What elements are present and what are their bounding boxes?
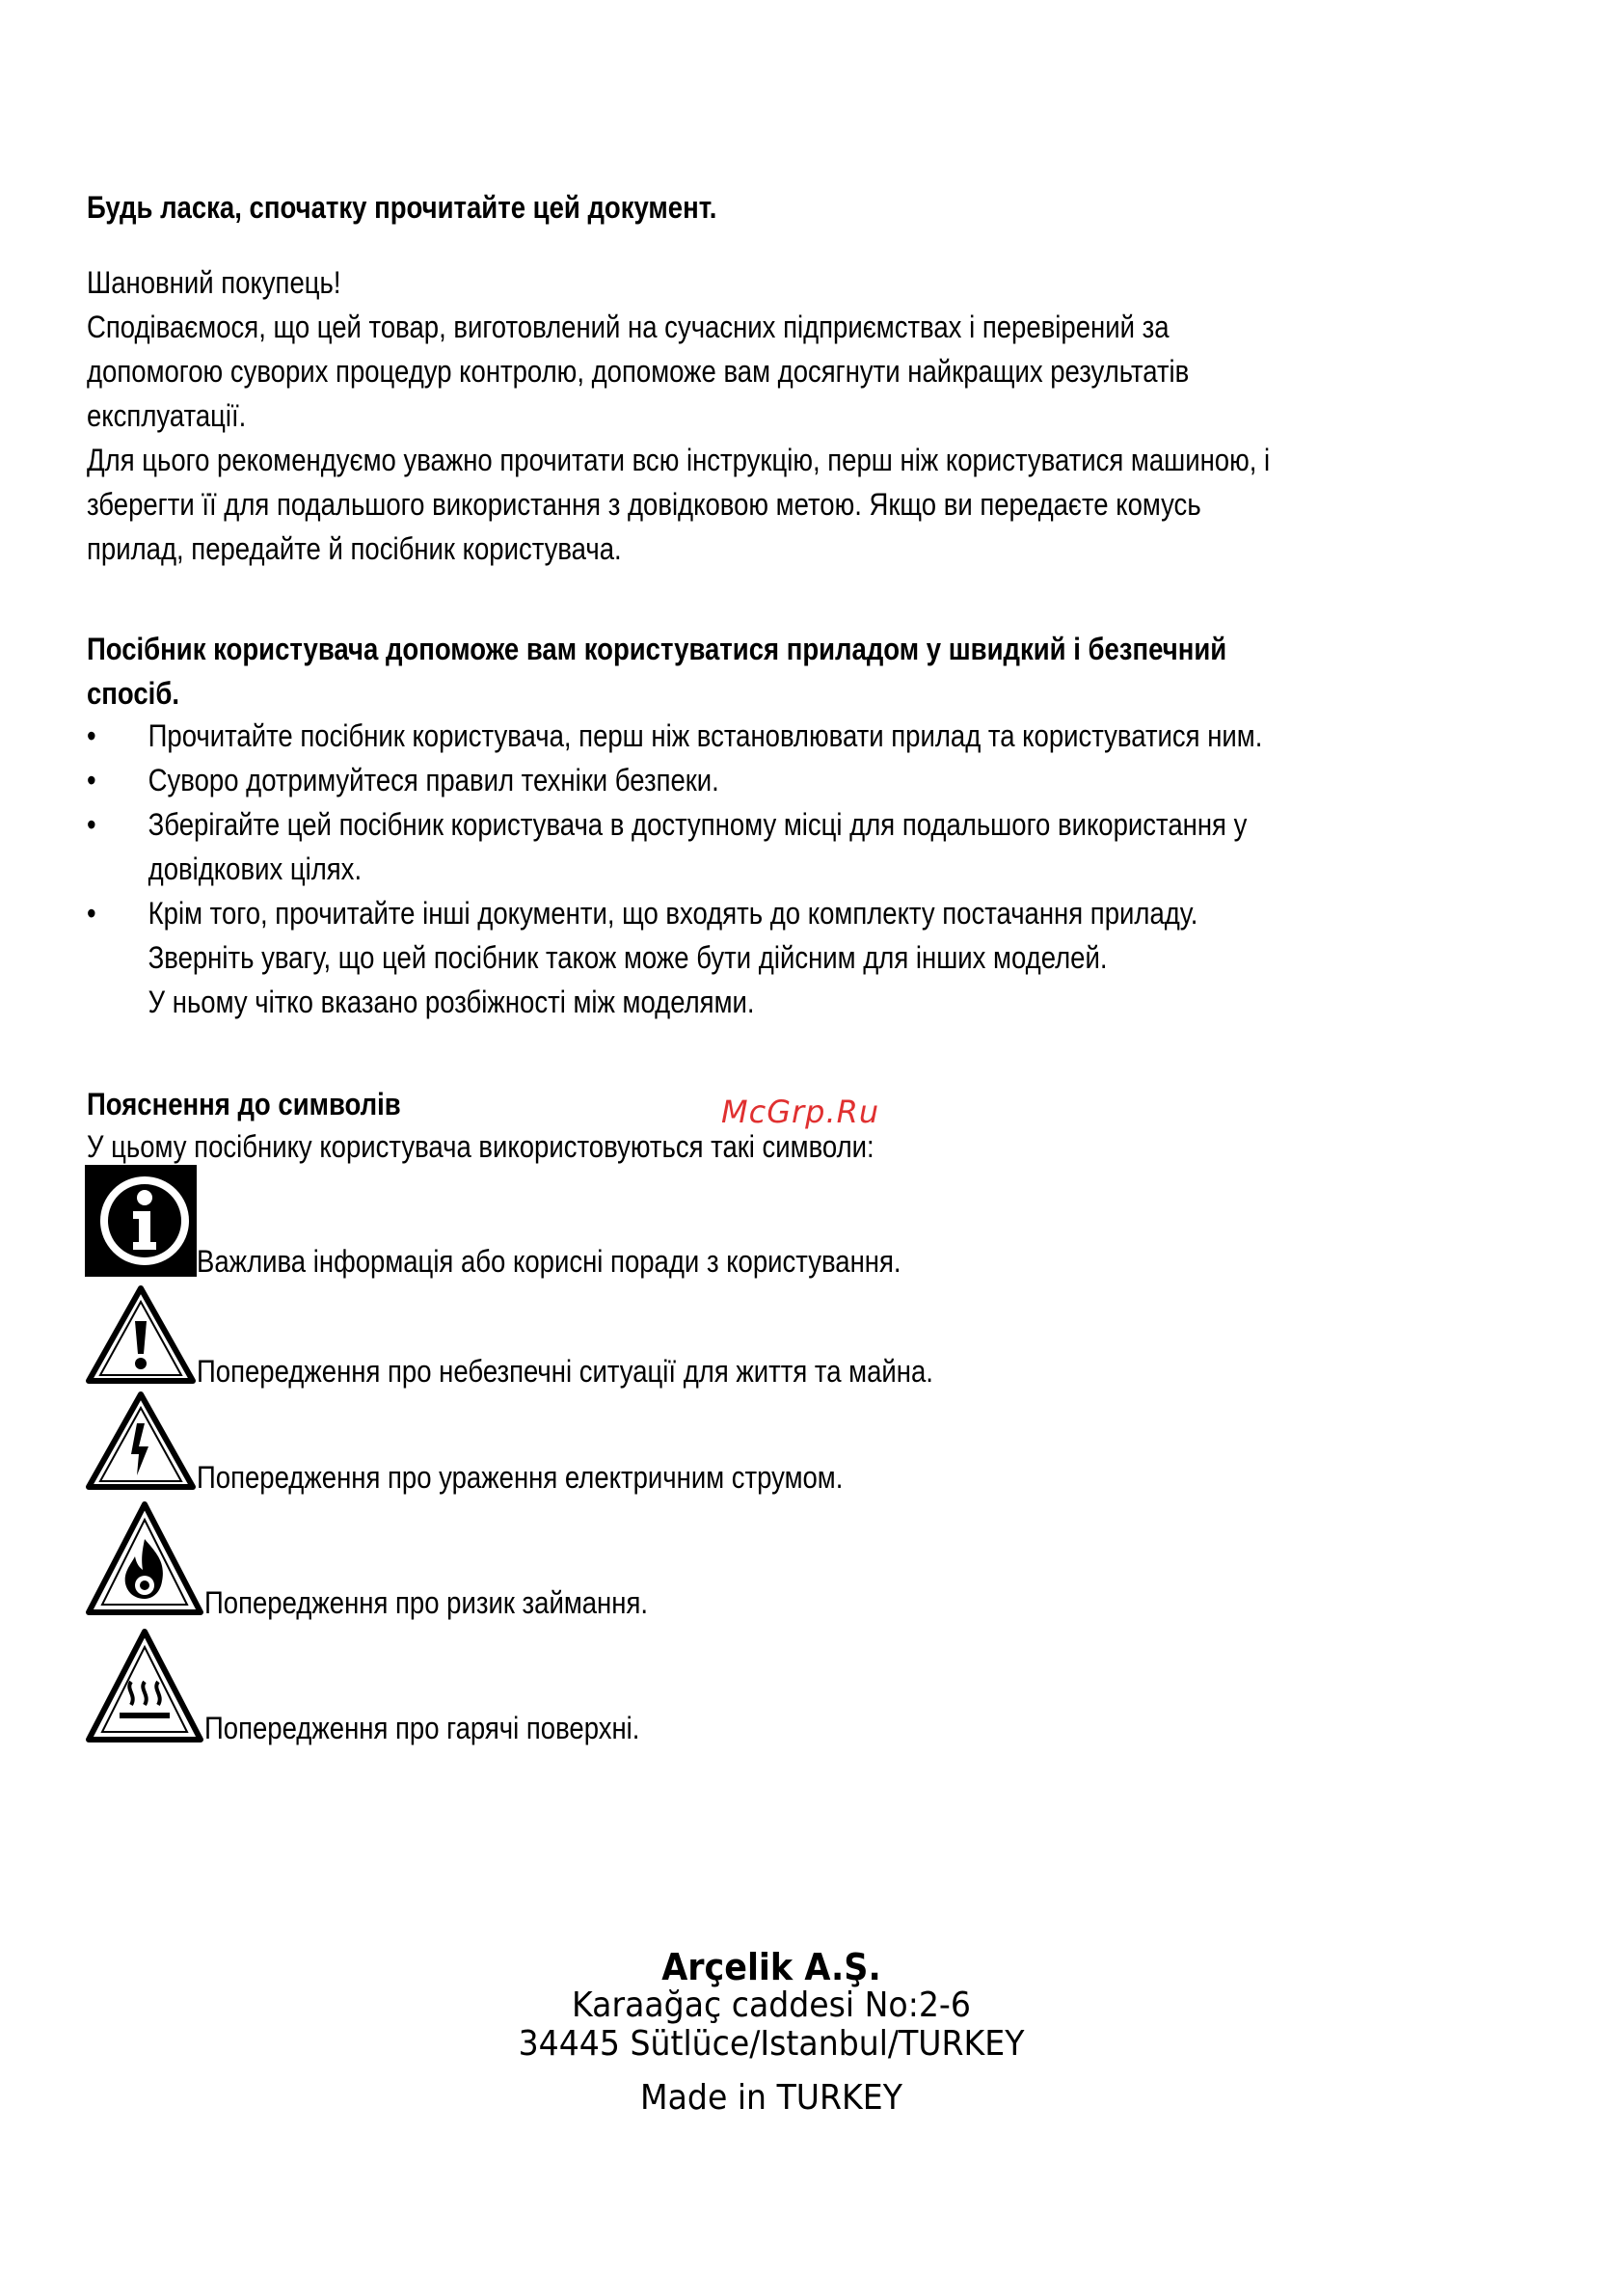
footer-address: [289, 1948, 1253, 2118]
bullet-text: Зберігайте цей посібник користувача в доступному місці для подальшого використання у: [148, 807, 1248, 842]
intro-line: зберегти її для подальшого використання з довідковою метою. Якщо ви передаєте комусь: [87, 487, 1201, 522]
intro-line: експлуатації.: [87, 398, 247, 433]
bullet-mark: •: [87, 896, 96, 931]
intro-line: прилад, передайте й посібник користувача.: [87, 531, 622, 566]
heading-manual-line: Посібник користувача допоможе вам користуватися приладом у швидкий і безпечний: [87, 632, 1227, 666]
intro-line: Сподіваємося, що цей товар, виготовлений на сучасних підприємствах і перевірений за: [87, 310, 1170, 344]
footer-company: Arçelik A.Ş.: [661, 1946, 881, 1988]
heading-read-first: [87, 185, 1331, 230]
bullet-mark: •: [87, 763, 96, 797]
heading-read-first-text: Будь ласка, спочатку прочитайте цей документ.: [87, 190, 717, 225]
info-icon: [85, 1165, 197, 1277]
symbol-label: Попередження про небезпечні ситуації для життя та майна.: [197, 1354, 933, 1389]
intro-section: [87, 260, 1331, 571]
bullet-text: Зверніть увагу, що цей посібник також може бути дійсним для інших моделей.: [148, 940, 1108, 975]
heading-symbols-text: Пояснення до символів: [87, 1087, 401, 1121]
intro-line: допомогою суворих процедур контролю, допоможе вам досягнути найкращих результатів: [87, 354, 1190, 389]
footer-city: 34445 Sütlüce/Istanbul/TURKEY: [518, 2024, 1025, 2064]
bullet-item: [87, 802, 1513, 891]
bullet-text: Суворо дотримуйтеся правил техніки безпеки.: [148, 763, 719, 797]
intro-line: Для цього рекомендуємо уважно прочитати всю інструкцію, перш ніж користуватися машиною, і: [87, 443, 1271, 477]
fire-risk-icon: [85, 1500, 204, 1616]
footer-made-in: Made in TURKEY: [640, 2078, 902, 2118]
bullet-item: [87, 758, 1513, 802]
bullet-text: довідкових цілях.: [148, 851, 363, 886]
bullet-mark: •: [87, 807, 96, 842]
bullet-mark: •: [87, 718, 96, 753]
heading-symbols: [87, 1082, 1331, 1126]
bullet-text: Крім того, прочитайте інші документи, що входять до комплекту постачання приладу.: [148, 896, 1198, 931]
heading-manual: [87, 627, 1480, 716]
hot-surface-icon: [85, 1628, 204, 1743]
heading-manual-line: спосіб.: [87, 676, 179, 711]
symbols-intro-text: У цьому посібнику користувача використовуються такі символи:: [87, 1129, 874, 1164]
bullet-text: Прочитайте посібник користувача, перш ніж встановлювати прилад та користуватися ним.: [148, 718, 1263, 753]
watermark: McGrp.Ru: [721, 1094, 880, 1130]
symbol-label: Попередження про ризик займання.: [204, 1585, 648, 1620]
footer-street: Karaağaç caddesi No:2-6: [572, 1985, 971, 2025]
bullet-item: [87, 891, 1513, 1024]
greeting-text: Шановний покупець!: [87, 265, 341, 300]
warning-icon: [85, 1284, 197, 1385]
bullet-list: [87, 714, 1513, 1024]
symbol-label: Попередження про ураження електричним струмом.: [197, 1460, 844, 1495]
symbol-label: Попередження про гарячі поверхні.: [204, 1711, 640, 1745]
electric-shock-icon: [85, 1391, 197, 1491]
symbols-intro: [87, 1124, 1331, 1169]
symbol-label: Важлива інформація або корисні поради з користування.: [197, 1244, 901, 1279]
bullet-item: [87, 714, 1513, 758]
bullet-text: У ньому чітко вказано розбіжності між моделями.: [148, 985, 755, 1019]
